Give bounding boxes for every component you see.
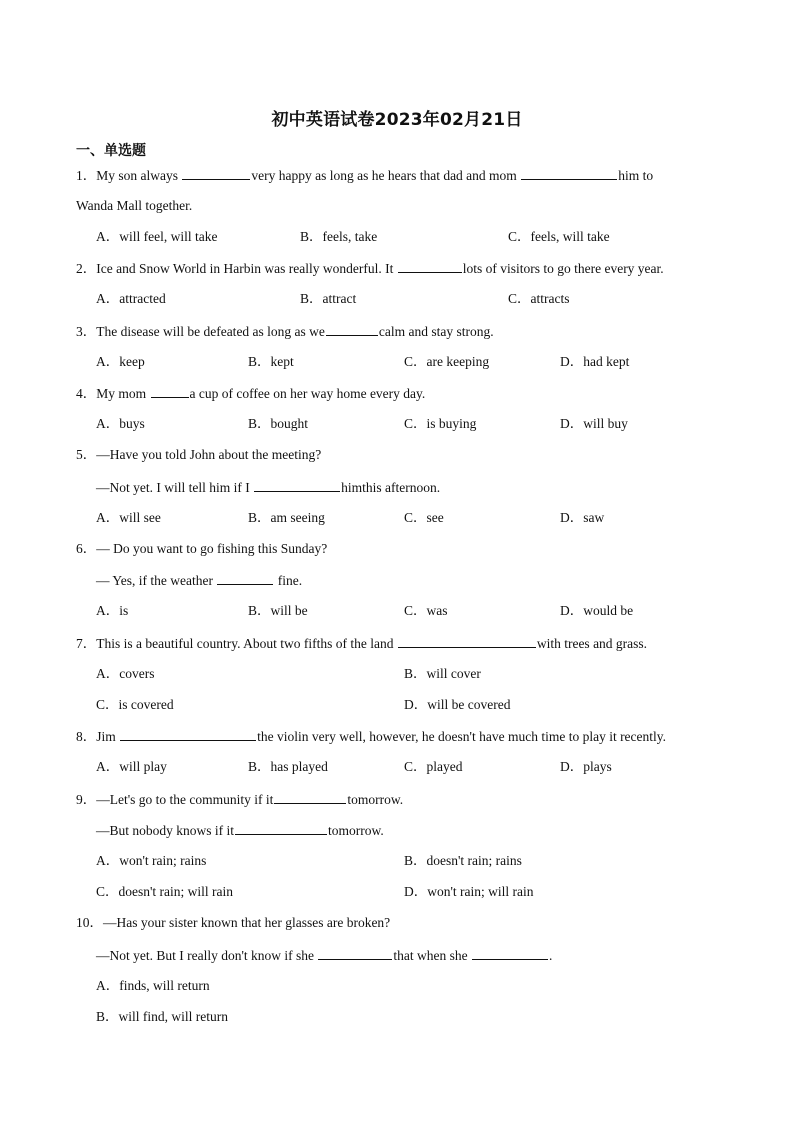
page-title: 初中英语试卷2023年02月21日 (271, 110, 523, 130)
option-b: B．doesn't rain; rains (404, 853, 522, 868)
option-c: C．are keeping (404, 354, 490, 369)
option-a: A．covers (96, 666, 155, 681)
question-number: 9． (76, 792, 97, 807)
question-10-stem-cont: —Not yet. But I really don't know if she that when she . (96, 948, 553, 963)
question-8-stem: 8．Jim the violin very well, however, he doesn't have much time to play it recently. (76, 729, 667, 744)
option-b: B．will cover (404, 666, 481, 681)
question-10-stem: 10．—Has your sister known that her glasses are broken? (76, 915, 391, 930)
option-b: B．kept (248, 354, 294, 369)
option-a: A．will feel, will take (96, 229, 218, 244)
question-number: 2． (76, 261, 97, 276)
option-c: C．is covered (96, 697, 174, 712)
option-a: A．is (96, 603, 129, 618)
option-c: C．feels, will take (508, 229, 610, 244)
option-b: B．has played (248, 759, 328, 774)
question-6-stem: 6．— Do you want to go fishing this Sunday? (76, 541, 328, 556)
answer-blank (398, 259, 462, 273)
question-9-stem-cont: —But nobody knows if it tomorrow. (96, 823, 384, 838)
option-a: A．will play (96, 759, 167, 774)
question-5-stem-cont: —Not yet. I will tell him if I himthis afternoon. (96, 480, 441, 495)
question-9-stem: 9．—Let's go to the community if it tomorrow. (76, 792, 404, 807)
answer-blank (254, 478, 340, 492)
option-c: C．doesn't rain; will rain (96, 884, 234, 899)
question-number: 1． (76, 168, 97, 183)
answer-blank (326, 322, 378, 336)
question-1-stem: 1．My son always very happy as long as he hears that dad and mom him to (76, 168, 654, 183)
question-7-stem: 7．This is a beautiful country. About two fifths of the land with trees and grass. (76, 636, 648, 651)
option-a: A．won't rain; rains (96, 853, 207, 868)
question-2-stem: 2．Ice and Snow World in Harbin was really wonderful. It lots of visitors to go there every year. (76, 261, 664, 276)
option-a: A．buys (96, 416, 145, 431)
option-b: B．will find, will return (96, 1009, 228, 1024)
option-d: D．will buy (560, 416, 628, 431)
answer-blank (120, 727, 256, 741)
question-4-stem: 4．My mom a cup of coffee on her way home every day. (76, 386, 426, 401)
option-d: D．will be covered (404, 697, 511, 712)
option-c: C．is buying (404, 416, 477, 431)
question-number: 6． (76, 541, 97, 556)
option-d: D．saw (560, 510, 605, 525)
option-b: B．attract (300, 291, 357, 306)
question-number: 7． (76, 636, 97, 651)
option-a: A．attracted (96, 291, 166, 306)
question-6-stem-cont: — Yes, if the weather fine. (96, 573, 303, 588)
option-b: B．will be (248, 603, 308, 618)
option-b: B．bought (248, 416, 309, 431)
answer-blank (151, 384, 189, 398)
option-a: A．will see (96, 510, 161, 525)
question-5-stem: 5．—Have you told John about the meeting? (76, 447, 322, 462)
question-3-stem: 3．The disease will be defeated as long as we calm and stay strong. (76, 324, 494, 339)
question-number: 3． (76, 324, 97, 339)
option-d: D．plays (560, 759, 612, 774)
question-number: 10． (76, 915, 103, 930)
answer-blank (182, 166, 250, 180)
option-c: C．played (404, 759, 463, 774)
option-d: D．would be (560, 603, 634, 618)
answer-blank (235, 821, 327, 835)
section-heading: 一、单选题 (76, 143, 146, 159)
answer-blank (472, 946, 548, 960)
answer-blank (398, 634, 536, 648)
answer-blank (274, 790, 346, 804)
option-c: C．was (404, 603, 448, 618)
option-d: D．won't rain; will rain (404, 884, 534, 899)
option-d: D．had kept (560, 354, 630, 369)
option-b: B．am seeing (248, 510, 325, 525)
question-1-stem-cont: Wanda Mall together. (76, 198, 193, 213)
option-a: A．keep (96, 354, 145, 369)
question-number: 8． (76, 729, 97, 744)
option-a: A．finds, will return (96, 978, 210, 993)
answer-blank (521, 166, 617, 180)
answer-blank (318, 946, 392, 960)
answer-blank (217, 571, 273, 585)
option-b: B．feels, take (300, 229, 378, 244)
option-c: C．attracts (508, 291, 570, 306)
question-number: 4． (76, 386, 97, 401)
question-number: 5． (76, 447, 97, 462)
option-c: C．see (404, 510, 444, 525)
